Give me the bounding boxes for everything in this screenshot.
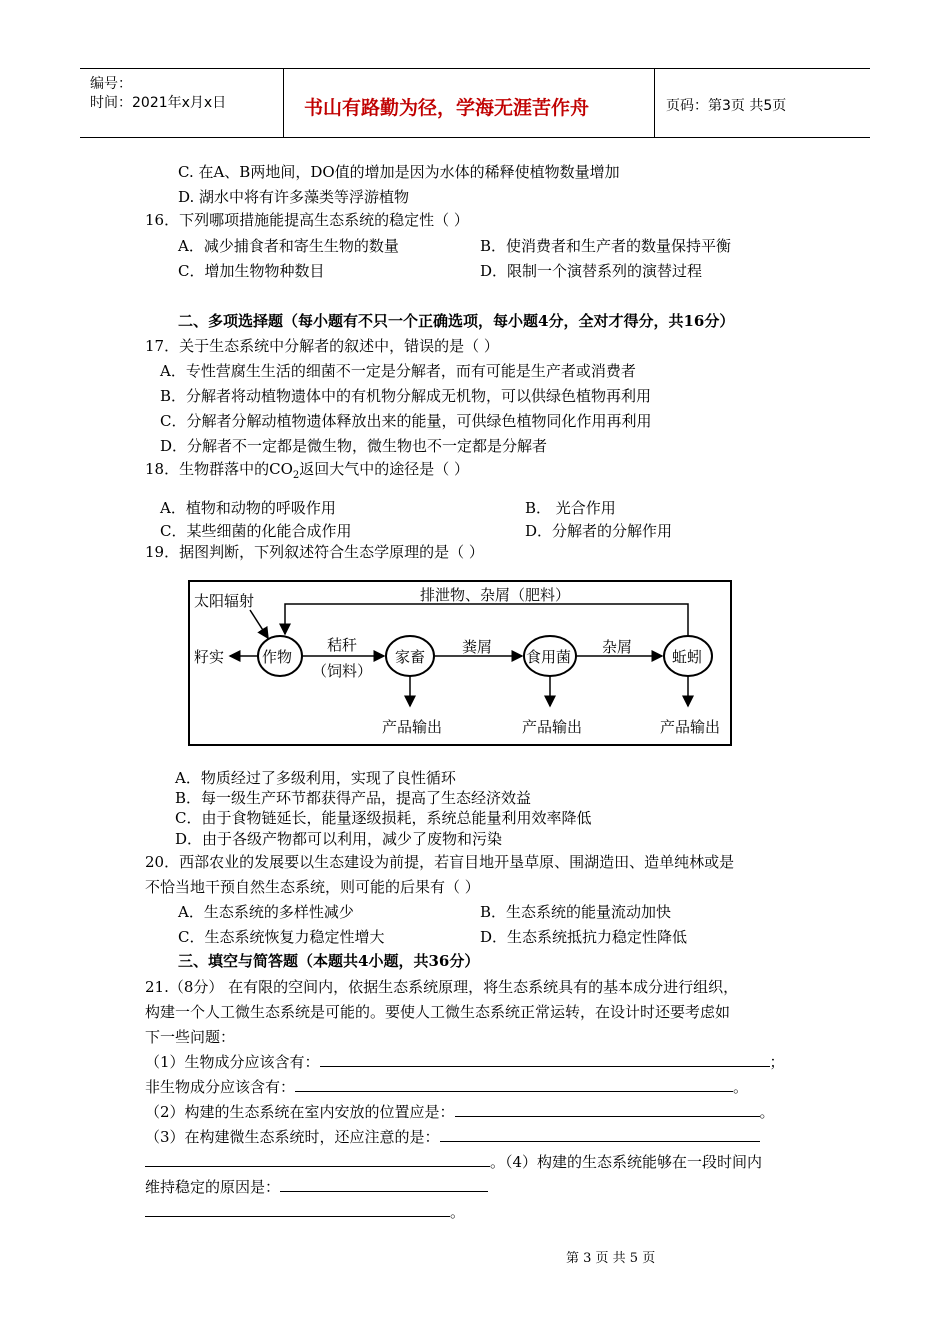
q16-option-b: B．使消费者和生产者的数量保持平衡 [480,237,732,255]
diagram-manure-label: 粪屑 [462,638,493,656]
q21-part2-end: 。 [759,1103,775,1121]
q17-stem: 17．关于生态系统中分解者的叙述中，错误的是（ ） [145,337,499,355]
q19-option-b: B．每一级生产环节都获得产品，提高了生态经济效益 [175,789,532,807]
q16-option-a: A．减少捕食者和寄生生物的数量 [178,237,399,255]
q21-line1: 21.（8分） 在有限的空间内，依据生态系统原理，将生态系统具有的基本成分进行组织， [145,978,739,996]
q17-option-c: C．分解者分解动植物遗体释放出来的能量，可供绿色植物同化作用再利用 [160,412,652,430]
q20-option-b: B．生态系统的能量流动加快 [480,903,672,921]
q21-part4-cont [145,1202,465,1222]
q21-part3-cont [145,1152,762,1172]
section-2-title: 二、多项选择题（每小题有不只一个正确选项，每小题4分，全对才得分，共16分） [178,312,735,330]
q21-line2: 构建一个人工微生态系统是可能的。要使人工微生态系统正常运转，在设计时还要考虑如 [145,1003,731,1021]
page-footer: 第 3 页 共 5 页 [566,1251,656,1266]
q18-stem-pre: 18．生物群落中的CO [145,460,293,478]
q19-option-a: A．物质经过了多级利用，实现了良性循环 [175,769,456,787]
q21-line3: 下一些问题： [145,1028,236,1046]
answer-blank-1b[interactable] [295,1077,733,1092]
diagram-debris-label: 杂屑 [602,638,633,656]
q21-part1a [145,1052,785,1072]
q21-part1a-end: ； [769,1053,785,1071]
q21-part1b-label: 非生物成分应该含有： [145,1078,296,1096]
sun-arrow [250,610,268,638]
diagram-livestock-label: 家畜 [395,648,426,666]
diagram-feed-label: （饲料） [312,662,373,680]
section-3-title: 三、填空与简答题（本题共4小题，共36分） [178,952,480,970]
q17-option-a: A．专性营腐生生活的细菌不一定是分解者，而有可能是生产者或消费者 [160,362,636,380]
answer-blank-4[interactable] [280,1177,488,1192]
q21-part4-label: 维持稳定的原因是： [145,1178,281,1196]
q18-option-b: B． 光合作用 [525,499,616,517]
q21-part1b-end: 。 [733,1078,749,1096]
header-divider [283,69,284,137]
q21-part1a-label: （1）生物成分应该含有： [145,1053,320,1071]
header-divider [654,69,655,137]
diagram-straw-label: 秸秆 [327,636,358,654]
q21-part2 [145,1102,775,1122]
header-number-label: 编号： [90,76,132,92]
q16-option-d: D．限制一个演替系列的演替过程 [480,262,703,280]
feedback-loop [285,604,688,636]
diagram-earthworm-label: 蚯蚓 [672,648,703,666]
answer-blank-4b[interactable] [145,1202,450,1217]
q21-part1b [145,1077,748,1097]
q21-part4 [145,1177,488,1197]
q18-option-a: A．植物和动物的呼吸作用 [160,499,336,517]
q15-option-d: D. 湖水中将有许多藻类等浮游植物 [178,188,410,206]
q20-stem-line2: 不恰当地干预自然生态系统，则可能的后果有（ ） [145,878,480,896]
q19-stem: 19．据图判断，下列叙述符合生态学原理的是（ ） [145,543,484,561]
diagram-mushroom-label: 食用菌 [526,648,572,666]
header-page-info: 页码：第3页 共5页 [666,98,787,114]
q18-stem-sub: 2 [292,470,300,481]
q20-stem-line1: 20．西部农业的发展要以生态建设为前提，若盲目地开垦草原、围湖造田、造单纯林或是 [145,853,735,871]
q19-option-c: C．由于食物链延长，能量逐级损耗，系统总能量利用效率降低 [175,809,592,827]
diagram-crop-label: 作物 [262,648,293,666]
q16-option-c: C．增加生物物种数目 [178,262,325,280]
diagram-grain-label: 籽实 [194,648,225,666]
q17-option-b: B．分解者将动植物遗体中的有机物分解成无机物，可以供绿色植物再利用 [160,387,652,405]
answer-blank-3b[interactable] [145,1152,490,1167]
q17-option-d: D．分解者不一定都是微生物，微生物也不一定都是分解者 [160,437,548,455]
q21-part3-label: （3）在构建微生态系统时，还应注意的是： [145,1128,440,1146]
header-motto: 书山有路勤为径，学海无涯苦作舟 [304,97,590,119]
q18-option-c: C．某些细菌的化能合成作用 [160,522,352,540]
q19-option-d: D．由于各级产物都可以利用，减少了废物和污染 [175,830,503,848]
q20-option-c: C．生态系统恢复力稳定性增大 [178,928,385,946]
answer-blank-3[interactable] [440,1127,760,1142]
diagram-top-label: 排泄物、杂屑（肥料） [420,586,571,604]
ecosystem-diagram [188,580,732,746]
q21-part2-label: （2）构建的生态系统在室内安放的位置应是： [145,1103,455,1121]
answer-blank-2[interactable] [455,1102,760,1117]
diagram-output-2: 产品输出 [522,718,583,736]
q20-option-a: A．生态系统的多样性减少 [178,903,354,921]
q21-part3 [145,1127,760,1147]
diagram-output-3: 产品输出 [660,718,721,736]
answer-blank-1a[interactable] [320,1052,770,1067]
page-header [80,68,870,138]
q18-option-d: D．分解者的分解作用 [525,522,673,540]
q18-stem-post: 返回大气中的途径是（ ） [299,460,470,478]
q15-option-c: C. 在A、B两地间，DO值的增加是因为水体的稀释使植物数量增加 [178,163,620,181]
q21-part4-end: 。 [450,1203,466,1221]
q21-part3-end: 。（4）构建的生态系统能够在一段时间内 [490,1153,763,1171]
q16-stem: 16．下列哪项措施能提高生态系统的稳定性（ ） [145,211,469,229]
q20-option-d: D．生态系统抵抗力稳定性降低 [480,928,688,946]
header-date: 时间：2021年x月x日 [90,95,227,111]
q18-stem [145,459,469,486]
diagram-sun-label: 太阳辐射 [194,592,255,610]
diagram-output-1: 产品输出 [382,718,443,736]
